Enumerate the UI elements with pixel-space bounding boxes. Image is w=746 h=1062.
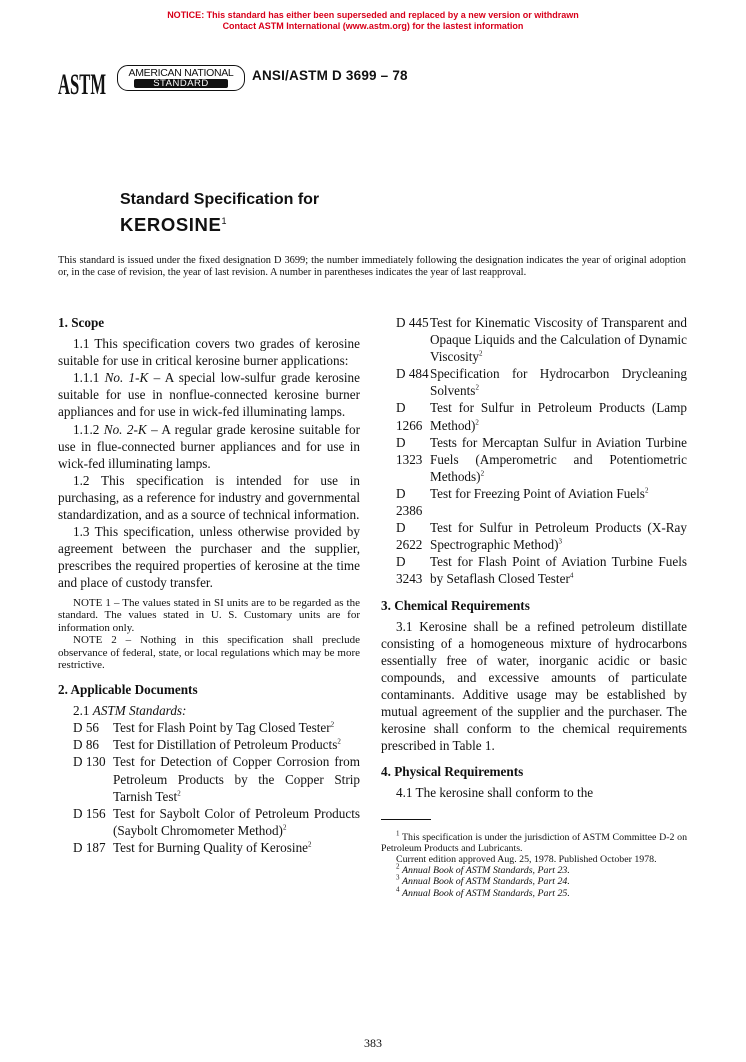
title-kerosine: KEROSINE: [120, 214, 222, 235]
reference-title: Test for Detection of Copper Corrosion from Petroleum Products by the Copper Strip Tarnish Test: [113, 754, 360, 804]
section-2-heading: 2. Applicable Documents: [58, 682, 198, 698]
footnote-3-text: Annual Book of ASTM Standards, Part 24.: [401, 876, 570, 888]
grade-2k-name: No. 2-K: [103, 421, 147, 437]
reference-title: Test for Kinematic Viscosity of Transparent and Opaque Liquids and the Calculation of Dynamic Viscosity: [430, 315, 687, 365]
reference-item: [73, 805, 360, 839]
reference-item: [73, 839, 360, 856]
page-number: 383: [364, 1036, 382, 1050]
reference-item: [396, 519, 687, 553]
note-1: NOTE 1 – The values stated in SI units are to be regarded as the standard. The values stated in U. S. Customary units are for information only.: [58, 596, 360, 634]
footnote-1: $^1$ This specification is under the jurisdiction of ASTM Committee D-2 on Petroleum Products and Lubricants.: [381, 829, 688, 854]
footnote-divider: [381, 819, 431, 820]
reference-title: Tests for Mercaptan Sulfur in Aviation Turbine Fuels (Amperometric and Potentiometric Methods): [430, 434, 687, 484]
para-3-1: 3.1 Kerosine shall be a refined petroleum distillate consisting of a homogeneous mixture of hydrocarbons essentially free of water, inorganic acidic or basic compounds, and excessive amounts of particulate contaminants. Additive usage may be established by mutual agreement of the supplier and the purchaser. The kerosine shall conform to the chemical requirements prescribed in Table 1.: [381, 618, 687, 754]
footnote-1-text: This specification is under the jurisdiction of ASTM Committee D-2 on Petroleum Products and Lubricants.: [381, 831, 688, 854]
reference-code: D 187: [73, 839, 106, 855]
reference-code: D 445: [396, 315, 429, 330]
reference-title: Test for Distillation of Petroleum Products: [113, 737, 338, 753]
left-column: [58, 314, 360, 856]
reference-code: D 2622: [396, 520, 423, 553]
footnote-2: $^2$ Annual Book of ASTM Standards, Part 23.: [396, 862, 570, 877]
reference-title: Test for Burning Quality of Kerosine: [113, 839, 309, 855]
reference-footnote-mark: 2: [475, 418, 479, 427]
reference-code: D 156: [73, 805, 106, 821]
standard-designation: ANSI/ASTM D 3699 – 78: [252, 68, 408, 83]
section-3-heading: 3. Chemical Requirements: [381, 597, 530, 613]
astm-logo-text: ASTM: [58, 68, 106, 101]
badge-line-2: STANDARD: [134, 79, 228, 88]
reference-footnote-mark: 2: [479, 349, 483, 358]
reference-footnote-mark: 2: [308, 840, 312, 849]
reference-footnote-mark: 4: [569, 572, 574, 581]
footnote-3: $^3$ Annual Book of ASTM Standards, Part 24.: [396, 874, 570, 888]
reference-code: D 1266: [396, 400, 423, 433]
section-1-heading: 1. Scope: [58, 315, 105, 330]
para-1-1-1: [58, 369, 360, 420]
para-1-1: 1.1 This specification covers two grades of kerosine suitable for use in critical kerosine burner applications:: [58, 336, 360, 369]
reference-title: Test for Sulfur in Petroleum Products (X-Ray Spectrographic Method): [430, 520, 687, 553]
reference-code: D 86: [73, 737, 100, 753]
para-1-1-1-text: – A special low-sulfur grade kerosine suitable for use in nonflue-connected kerosine burner appliances and for use in wick-fed illuminating lamps.: [58, 370, 360, 420]
para-1-1-2: [58, 421, 360, 472]
preamble-text: This standard is issued under the fixed designation D 3699; the number immediately following the designation indicates the year of original adoption or, in the case of revision, the year of last revision. A number in parentheses indicates the year of last reapproval.: [58, 255, 686, 278]
section-4-heading: 4. Physical Requirements: [381, 764, 524, 780]
title-footnote-mark: 1: [221, 215, 228, 226]
supersede-notice: [0, 10, 746, 32]
reference-code: D 484: [396, 366, 429, 382]
reference-footnote-mark: 2: [475, 383, 479, 392]
reference-footnote-mark: 2: [337, 737, 341, 746]
para-2-1-label: ASTM Standards:: [92, 703, 187, 719]
reference-item: [73, 753, 360, 804]
reference-code: D 56: [73, 720, 100, 736]
footnote-2-text: Annual Book of ASTM Standards, Part 23.: [401, 865, 570, 877]
reference-title: Test for Flash Point of Aviation Turbine Fuels by Setaflash Closed Tester: [430, 554, 687, 587]
reference-footnote-mark: 3: [558, 537, 563, 546]
reference-item: [73, 719, 360, 736]
note-2: NOTE 2 – Nothing in this specification shall preclude observance of federal, state, or local regulations which may be more restrictive.: [58, 634, 360, 672]
reference-code: D 2386: [396, 485, 423, 519]
reference-footnote-mark: 2: [480, 469, 485, 478]
reference-list-left: [58, 719, 360, 856]
reference-item: [396, 434, 687, 485]
notice-line-2: Contact ASTM International (www.astm.org) for the lastest information: [222, 21, 524, 31]
reference-title: Test for Freezing Point of Aviation Fuels: [430, 485, 645, 501]
reference-title: Test for Saybolt Color of Petroleum Products (Saybolt Chromometer Method): [113, 805, 360, 838]
title-line-1: Standard Specification for: [120, 191, 320, 208]
reference-title: Specification for Hydrocarbon Drycleaning Solvents: [430, 366, 687, 399]
astm-logo-icon: [56, 58, 108, 102]
right-column: [381, 314, 687, 899]
footnote-1-edition: Current edition approved Aug. 25, 1978. Published October 1978.: [396, 853, 657, 865]
reference-item: [396, 553, 687, 587]
reference-footnote-mark: 2: [330, 720, 335, 729]
american-national-standard-badge: [117, 65, 245, 91]
para-1-2: 1.2 This specification is intended for use in purchasing, as a reference for industry and governmental standardization, and as a source of technical information.: [58, 472, 360, 523]
reference-code: D 130: [73, 754, 106, 770]
notice-line-1: NOTICE: This standard has either been superseded and replaced by a new version or withdrawn: [167, 10, 579, 20]
para-1-3: 1.3 This specification, unless otherwise provided by agreement between the purchaser and the supplier, prescribes the required properties of kerosine at the time and place of custody transfer.: [58, 524, 360, 591]
footnote-4: $^4$ Annual Book of ASTM Standards, Part 25.: [396, 885, 570, 899]
para-2-1-number: 2.1: [73, 703, 93, 719]
para-1-1-1-number: 1.1.1: [73, 370, 105, 386]
reference-title: Test for Flash Point by Tag Closed Tester: [113, 720, 331, 736]
reference-item: [73, 736, 360, 753]
reference-item: [396, 365, 687, 399]
reference-footnote-mark: 2: [282, 823, 287, 832]
badge-line-1: AMERICAN NATIONAL: [128, 67, 234, 79]
reference-code: D 1323: [396, 434, 423, 467]
reference-title: Test for Sulfur in Petroleum Products (Lamp Method): [430, 400, 687, 433]
para-4-1: 4.1 The kerosine shall conform to the: [396, 785, 594, 801]
reference-footnote-mark: 2: [644, 486, 649, 495]
reference-item: [396, 314, 687, 365]
reference-footnote-mark: 2: [177, 789, 181, 798]
para-1-1-2-number: 1.1.2: [73, 421, 104, 437]
reference-list-right: [381, 314, 687, 588]
grade-1k-name: No. 1-K: [104, 370, 149, 386]
footnote-4-text: Annual Book of ASTM Standards, Part 25.: [401, 887, 570, 899]
para-1-1-2-text: – A regular grade kerosine suitable for use in flue-connected burner appliances and for use in wick-fed illuminating lamps.: [58, 421, 360, 471]
reference-item: [396, 485, 687, 519]
reference-code: D 3243: [396, 554, 423, 587]
title-line-2: [120, 214, 227, 236]
reference-item: [396, 399, 687, 433]
para-2-1: [58, 702, 360, 719]
